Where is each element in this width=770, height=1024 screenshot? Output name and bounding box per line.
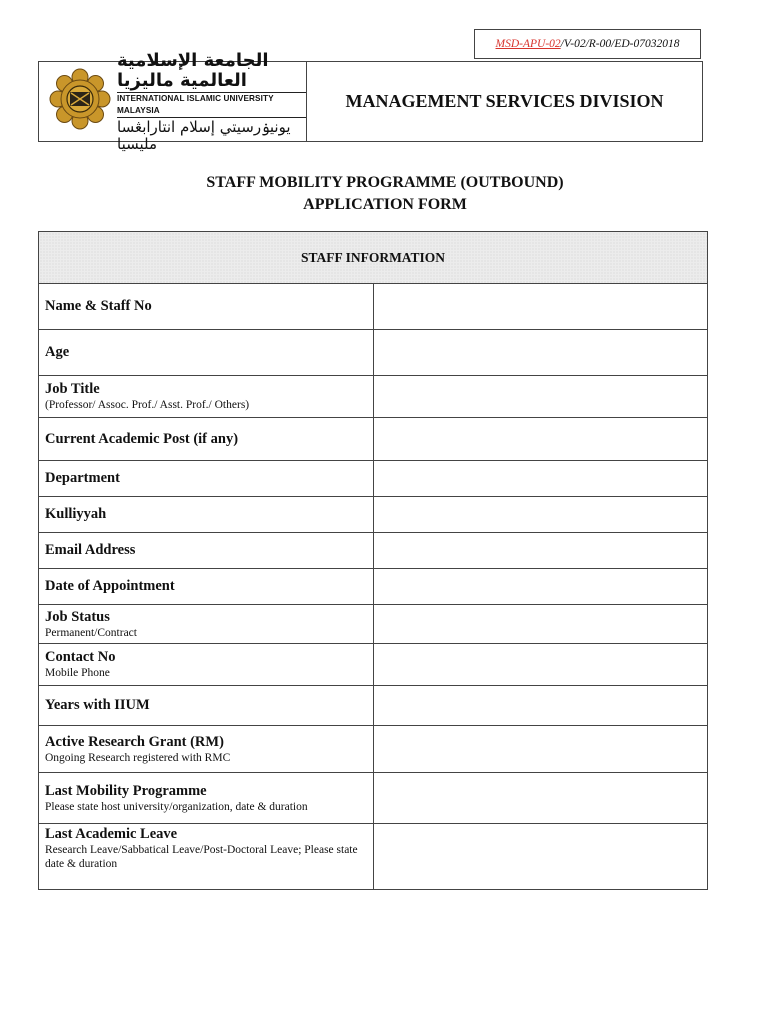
form-row <box>39 824 708 890</box>
form-row <box>39 533 708 569</box>
field-label: Name & Staff No <box>45 298 152 314</box>
field-label-cell <box>39 418 374 461</box>
job-title-field[interactable] <box>373 376 708 418</box>
field-label: Kulliyyah <box>45 506 107 522</box>
document-version: /V-02/R-00/ED-07032018 <box>560 38 680 50</box>
university-crest-icon <box>49 68 111 135</box>
field-hint: Mobile Phone <box>45 667 110 679</box>
field-hint: (Professor/ Assoc. Prof./ Asst. Prof./ Others) <box>45 399 250 411</box>
field-label: Years with IIUM <box>45 697 150 713</box>
form-row <box>39 686 708 726</box>
field-label: Last Academic Leave <box>45 826 178 842</box>
letterhead <box>38 49 703 153</box>
university-wordmark <box>117 51 306 153</box>
logo-cell <box>39 49 307 153</box>
field-label: Email Address <box>45 542 136 558</box>
division-title: MANAGEMENT SERVICES DIVISION <box>345 91 664 111</box>
field-label-cell <box>39 605 374 644</box>
field-hint: Research Leave/Sabbatical Leave/Post-Doctoral Leave; Please state date & duration <box>45 844 358 870</box>
form-title-line1: STAFF MOBILITY PROGRAMME (OUTBOUND) <box>206 174 564 191</box>
university-name-arabic: الجامعة الإسلامية العالمية ماليزيا <box>117 49 269 91</box>
form-row <box>39 418 708 461</box>
name-staff-no-field[interactable] <box>373 284 708 330</box>
form-row <box>39 605 708 644</box>
staff-information-table <box>38 231 708 890</box>
field-label: Current Academic Post (if any) <box>45 430 239 447</box>
last-mobility-programme-field[interactable] <box>373 773 708 824</box>
field-label-cell <box>39 533 374 569</box>
age-field[interactable] <box>373 330 708 376</box>
last-academic-leave-field[interactable] <box>373 824 708 890</box>
form-row <box>39 376 708 418</box>
form-row <box>39 284 708 330</box>
field-hint: Please state host university/organization, date & duration <box>45 800 308 813</box>
field-label-cell <box>39 461 374 497</box>
university-name-english: INTERNATIONAL ISLAMIC UNIVERSITY MALAYSIA <box>117 92 306 118</box>
field-label-cell <box>39 284 374 330</box>
form-title-line2: APPLICATION FORM <box>303 196 467 213</box>
field-label: Job Title <box>45 381 100 397</box>
document-code: MSD-APU-02 <box>495 38 561 50</box>
field-label-cell <box>39 376 374 418</box>
field-label-cell <box>39 686 374 726</box>
field-label: Department <box>45 470 120 486</box>
field-label-cell <box>39 497 374 533</box>
form-row <box>39 644 708 686</box>
form-row <box>39 726 708 773</box>
field-label-cell <box>39 644 374 686</box>
date-of-appointment-field[interactable] <box>373 569 708 605</box>
field-label-cell <box>39 569 374 605</box>
field-label: Job Status <box>45 608 110 625</box>
field-label: Contact No <box>45 649 116 665</box>
form-row <box>39 330 708 376</box>
field-label: Date of Appointment <box>45 578 175 594</box>
current-academic-post-field[interactable] <box>373 418 708 461</box>
field-label-cell <box>39 330 374 376</box>
department-field[interactable] <box>373 461 708 497</box>
university-name-jawi: يونيۏرسيتي إسلام انتارابڠسا مليسيا <box>117 117 291 153</box>
field-label-cell <box>39 773 374 824</box>
job-status-field[interactable] <box>373 605 708 644</box>
active-research-grant-field[interactable] <box>373 726 708 773</box>
form-row <box>39 461 708 497</box>
field-label: Last Mobility Programme <box>45 782 207 799</box>
email-address-field[interactable] <box>373 533 708 569</box>
field-label: Active Research Grant (RM) <box>45 733 224 750</box>
contact-no-field[interactable] <box>373 644 708 686</box>
form-row <box>39 497 708 533</box>
field-hint: Permanent/Contract <box>45 626 137 639</box>
field-label-cell <box>39 726 374 773</box>
field-label-cell <box>39 824 374 890</box>
form-row <box>39 569 708 605</box>
field-hint: Ongoing Research registered with RMC <box>45 751 231 764</box>
kulliyyah-field[interactable] <box>373 497 708 533</box>
field-label: Age <box>45 344 70 360</box>
years-with-iium-field[interactable] <box>373 686 708 726</box>
document-reference <box>474 29 701 59</box>
form-row <box>39 773 708 824</box>
section-header: STAFF INFORMATION <box>39 232 708 284</box>
